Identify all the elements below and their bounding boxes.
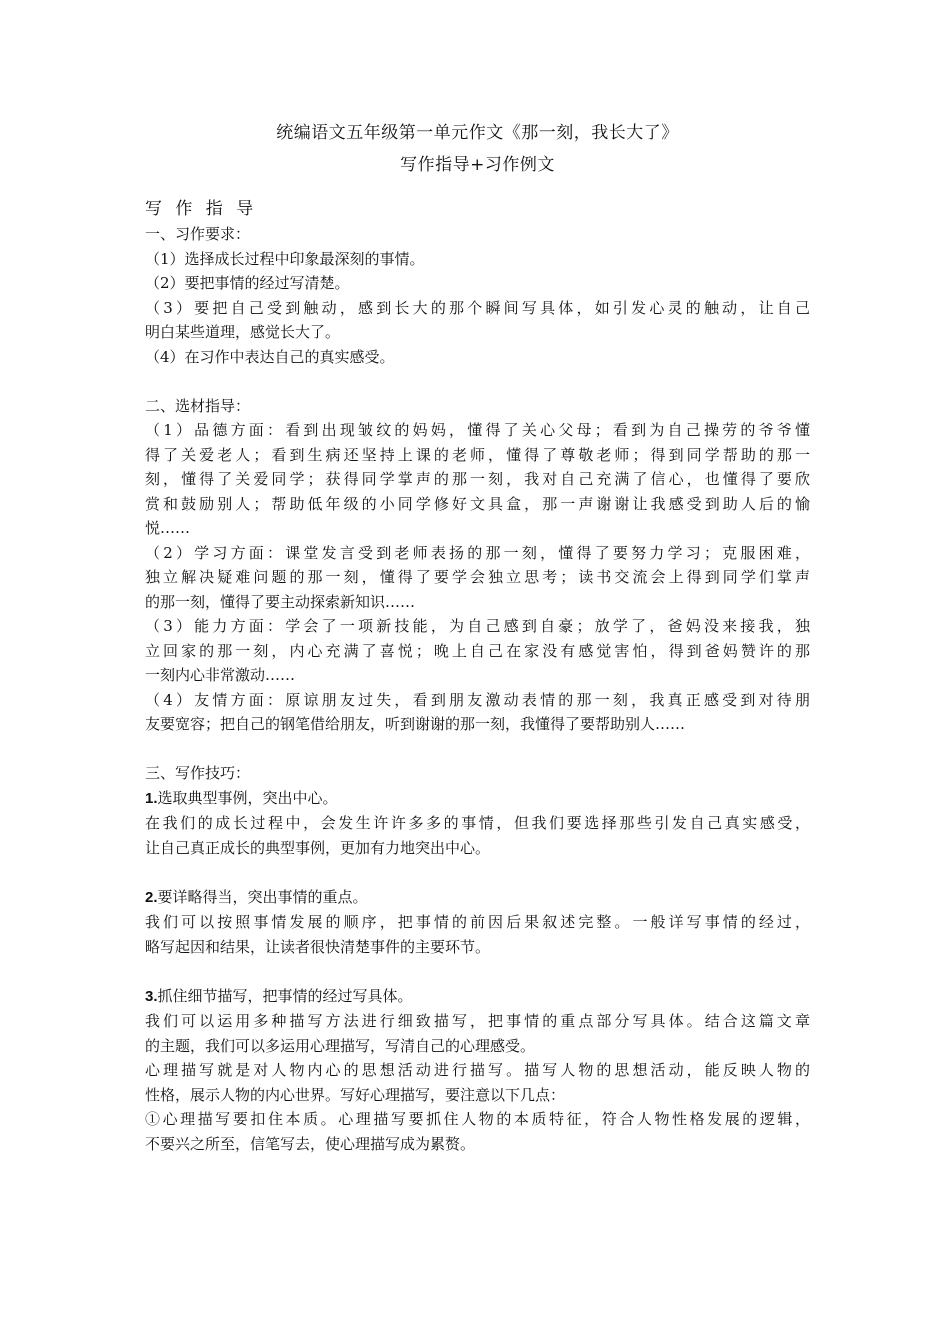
tip3-line: 性格，展示人物的内心世界。写好心理描写，要注意以下几点： — [145, 1085, 566, 1104]
part2-line: 刻，懂得了关爱同学；获得同学掌声的那一刻，我对自己充满了信心，也懂得了要欣 — [145, 470, 810, 488]
tip3-title: 抓住细节描写，把事情的经过写具体。 — [157, 986, 413, 1005]
tip3-title-line — [145, 984, 810, 1010]
tip2-title-line — [145, 885, 810, 911]
part2-line: （1）品德方面：看到出现皱纹的妈妈，懂得了关心父母；看到为自己操劳的爷爷懂 — [145, 421, 810, 439]
tip3-line: ①心理描写要扣住本质。心理描写要抓住人物的本质特征，符合人物性格发展的逻辑， — [145, 1110, 810, 1128]
part2-heading: 二、选材指导： — [145, 396, 251, 415]
tip3-line: 不要兴之所至，信笔写去，使心理描写成为累赘。 — [145, 1134, 476, 1153]
tip3-line: 我们可以运用多种描写方法进行细致描写，把事情的重点部分写具体。结合这篇文章 — [145, 1012, 810, 1030]
tip1-line: 在我们的成长过程中，会发生许许多多的事情，但我们要选择那些引发自己真实感受， — [145, 814, 810, 832]
tip3-line: 的主题，我们可以多运用心理描写，写清自己的心理感受。 — [145, 1036, 536, 1055]
part1-heading: 一、习作要求： — [145, 225, 251, 243]
document-title: 统编语文五年级第一单元作文《那一刻，我长大了》 — [276, 123, 679, 143]
tip1-title-line — [145, 786, 810, 812]
document-subtitle: 写作指导+习作例文 — [400, 155, 555, 175]
part1-line: （3）要把自己受到触动，感到长大的那个瞬间写具体，如引发心灵的触动，让自己 — [145, 298, 810, 317]
tip1-title: 选取典型事例，突出中心。 — [157, 788, 338, 807]
document-page — [145, 120, 810, 1156]
part2-line: （4）友情方面：原谅朋友过失，看到朋友激动表情的那一刻，我真正感受到对待朋 — [145, 690, 810, 709]
part2-line: （2）学习方面：课堂发言受到老师表扬的那一刻，懂得了要努力学习；克服困难， — [145, 543, 810, 562]
spacer — [145, 959, 810, 984]
spacer — [145, 737, 810, 762]
part2-line: （3）能力方面：学会了一项新技能，为自己感到自豪；放学了，爸妈没来接我，独 — [145, 617, 810, 635]
tip1-number: 1. — [145, 789, 158, 807]
part2-line: 的那一刻，懂得了要主动探索新知识…… — [145, 592, 416, 611]
tip1-line: 让自己真正成长的典型事例，更加有力地突出中心。 — [145, 838, 491, 857]
part2-line: 赏和鼓励别人；帮助低年级的小同学修好文具盒，那一声谢谢让我感受到助人后的愉 — [145, 494, 810, 513]
tip2-title: 要详略得当，突出事情的重点。 — [157, 887, 368, 906]
part3-heading: 三、写作技巧： — [145, 764, 251, 782]
part1-line: 明白某些道理，感觉长大了。 — [145, 323, 341, 341]
tip2-line: 略写起因和结果，让读者很快清楚事件的主要环节。 — [145, 937, 491, 956]
spacer — [145, 369, 810, 394]
part2-line: 立回家的那一刻，内心充满了喜悦；晚上自己在家没有感觉害怕，得到爸妈赞许的那 — [145, 641, 810, 660]
tip2-line: 我们可以按照事情发展的顺序，把事情的前因后果叙述完整。一般详写事情的经过， — [145, 913, 810, 931]
part2-line: 独立解决疑难问题的那一刻，懂得了要学会独立思考；读书交流会上得到同学们掌声 — [145, 568, 810, 586]
tip3-line: 心理描写就是对人物内心的思想活动进行描写。描写人物的思想活动，能反映人物的 — [145, 1061, 810, 1079]
part1-line: （1）选择成长过程中印象最深刻的事情。 — [145, 249, 425, 268]
section-heading: 写 作 指 导 — [145, 199, 258, 219]
part2-line: 友要宽容；把自己的钢笔借给朋友，听到谢谢的那一刻，我懂得了要帮助别人…… — [145, 715, 686, 733]
part1-line: （2）要把事情的经过写清楚。 — [145, 274, 350, 292]
tip2-number: 2. — [145, 888, 158, 906]
part2-line: 得了关爱老人；看到生病还坚持上课的老师，懂得了尊敬老师；得到同学帮助的那一 — [145, 445, 810, 464]
spacer — [145, 860, 810, 885]
tip3-number: 3. — [145, 987, 158, 1005]
part1-line: （4）在习作中表达自己的真实感受。 — [145, 347, 395, 366]
part2-line: 悦…… — [145, 519, 191, 537]
part2-line: 一刻内心非常激动…… — [145, 666, 296, 684]
